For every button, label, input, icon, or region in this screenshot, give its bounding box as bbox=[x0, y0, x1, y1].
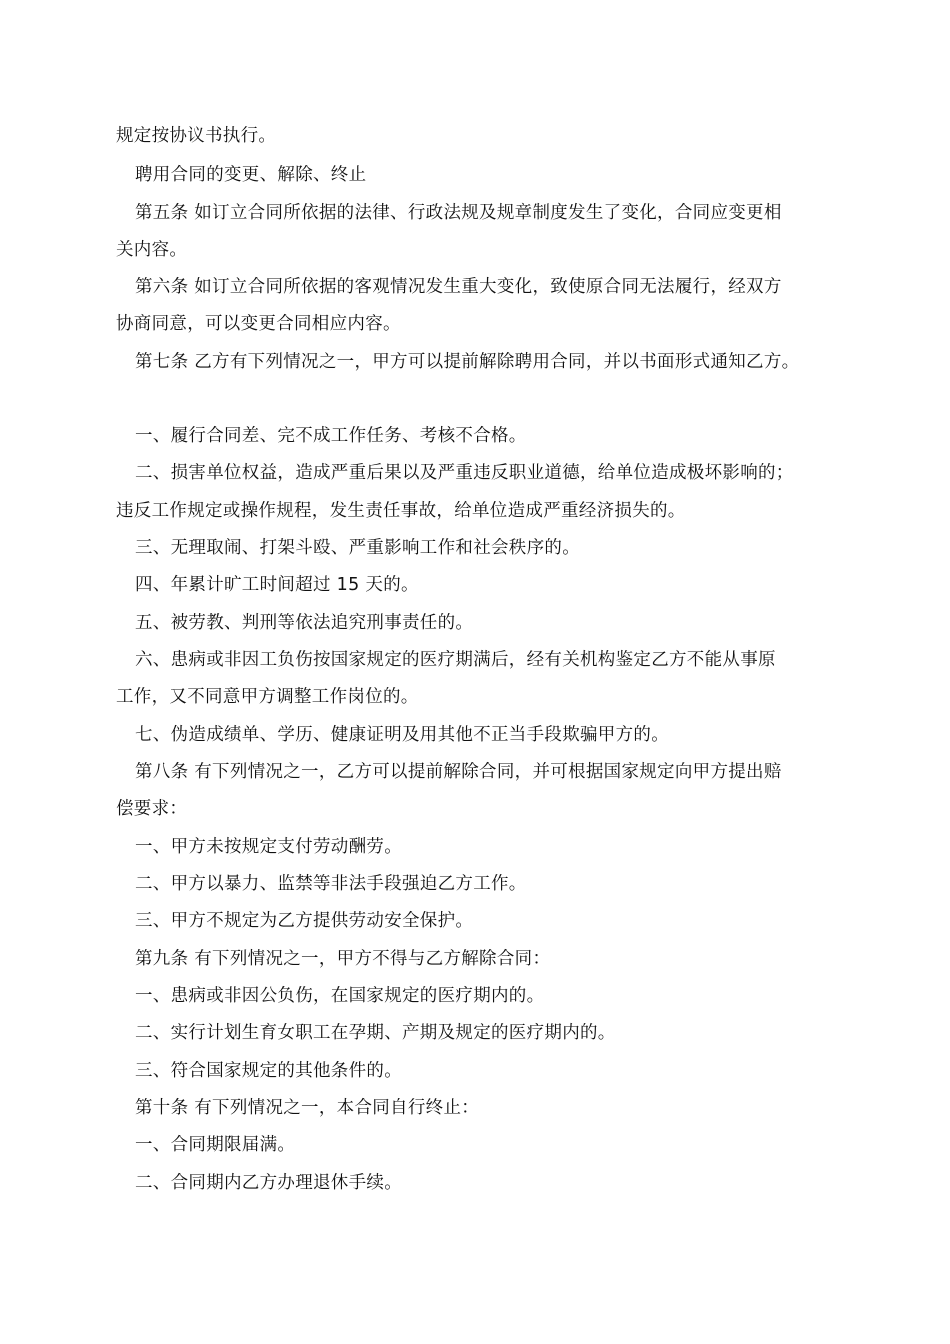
article-7-item-6-line-1: 六、患病或非因工负伤按国家规定的医疗期满后，经有关机构鉴定乙方不能从事原 bbox=[135, 650, 776, 670]
article-5-line-2: 关内容。 bbox=[116, 240, 188, 260]
article-7-item-1: 一、履行合同差、完不成工作任务、考核不合格。 bbox=[135, 426, 527, 446]
article-8-item-2: 二、甲方以暴力、监禁等非法手段强迫乙方工作。 bbox=[135, 874, 527, 894]
article-7-item-3: 三、无理取闹、打架斗殴、严重影响工作和社会秩序的。 bbox=[135, 538, 580, 558]
article-10-item-2: 二、合同期内乙方办理退休手续。 bbox=[135, 1173, 402, 1193]
article-7: 第七条 乙方有下列情况之一，甲方可以提前解除聘用合同，并以书面形式通知乙方。 bbox=[135, 352, 800, 372]
article-5-line-1: 第五条 如订立合同所依据的法律、行政法规及规章制度发生了变化，合同应变更相 bbox=[135, 203, 782, 223]
article-7-item-6-line-2: 工作，又不同意甲方调整工作岗位的。 bbox=[116, 687, 419, 707]
section-heading: 聘用合同的变更、解除、终止 bbox=[135, 165, 367, 185]
article-9-item-3: 三、符合国家规定的其他条件的。 bbox=[135, 1061, 402, 1081]
article-6-line-1: 第六条 如订立合同所依据的客观情况发生重大变化，致使原合同无法履行，经双方 bbox=[135, 277, 782, 297]
article-7-item-7: 七、伪造成绩单、学历、健康证明及用其他不正当手段欺骗甲方的。 bbox=[135, 725, 669, 745]
text-line: 规定按协议书执行。 bbox=[116, 126, 277, 146]
article-7-item-4: 四、年累计旷工时间超过 15 天的。 bbox=[135, 575, 419, 595]
article-8-line-2: 偿要求： bbox=[116, 799, 188, 819]
article-8-item-3: 三、甲方不规定为乙方提供劳动安全保护。 bbox=[135, 911, 474, 931]
article-7-item-5: 五、被劳教、判刑等依法追究刑事责任的。 bbox=[135, 613, 474, 633]
article-9-item-2: 二、实行计划生育女职工在孕期、产期及规定的医疗期内的。 bbox=[135, 1023, 616, 1043]
article-7-item-2-line-1: 二、损害单位权益，造成严重后果以及严重违反职业道德，给单位造成极坏影响的； bbox=[135, 463, 794, 483]
article-10: 第十条 有下列情况之一，本合同自行终止： bbox=[135, 1098, 480, 1118]
article-10-item-1: 一、合同期限届满。 bbox=[135, 1135, 296, 1155]
article-8-item-1: 一、甲方未按规定支付劳动酬劳。 bbox=[135, 837, 402, 857]
article-9-item-1: 一、患病或非因公负伤，在国家规定的医疗期内的。 bbox=[135, 986, 545, 1006]
article-9: 第九条 有下列情况之一，甲方不得与乙方解除合同： bbox=[135, 949, 551, 969]
article-8-line-1: 第八条 有下列情况之一，乙方可以提前解除合同，并可根据国家规定向甲方提出赔 bbox=[135, 762, 782, 782]
article-6-line-2: 协商同意，可以变更合同相应内容。 bbox=[116, 314, 401, 334]
article-7-item-2-line-2: 违反工作规定或操作规程，发生责任事故，给单位造成严重经济损失的。 bbox=[116, 501, 686, 521]
